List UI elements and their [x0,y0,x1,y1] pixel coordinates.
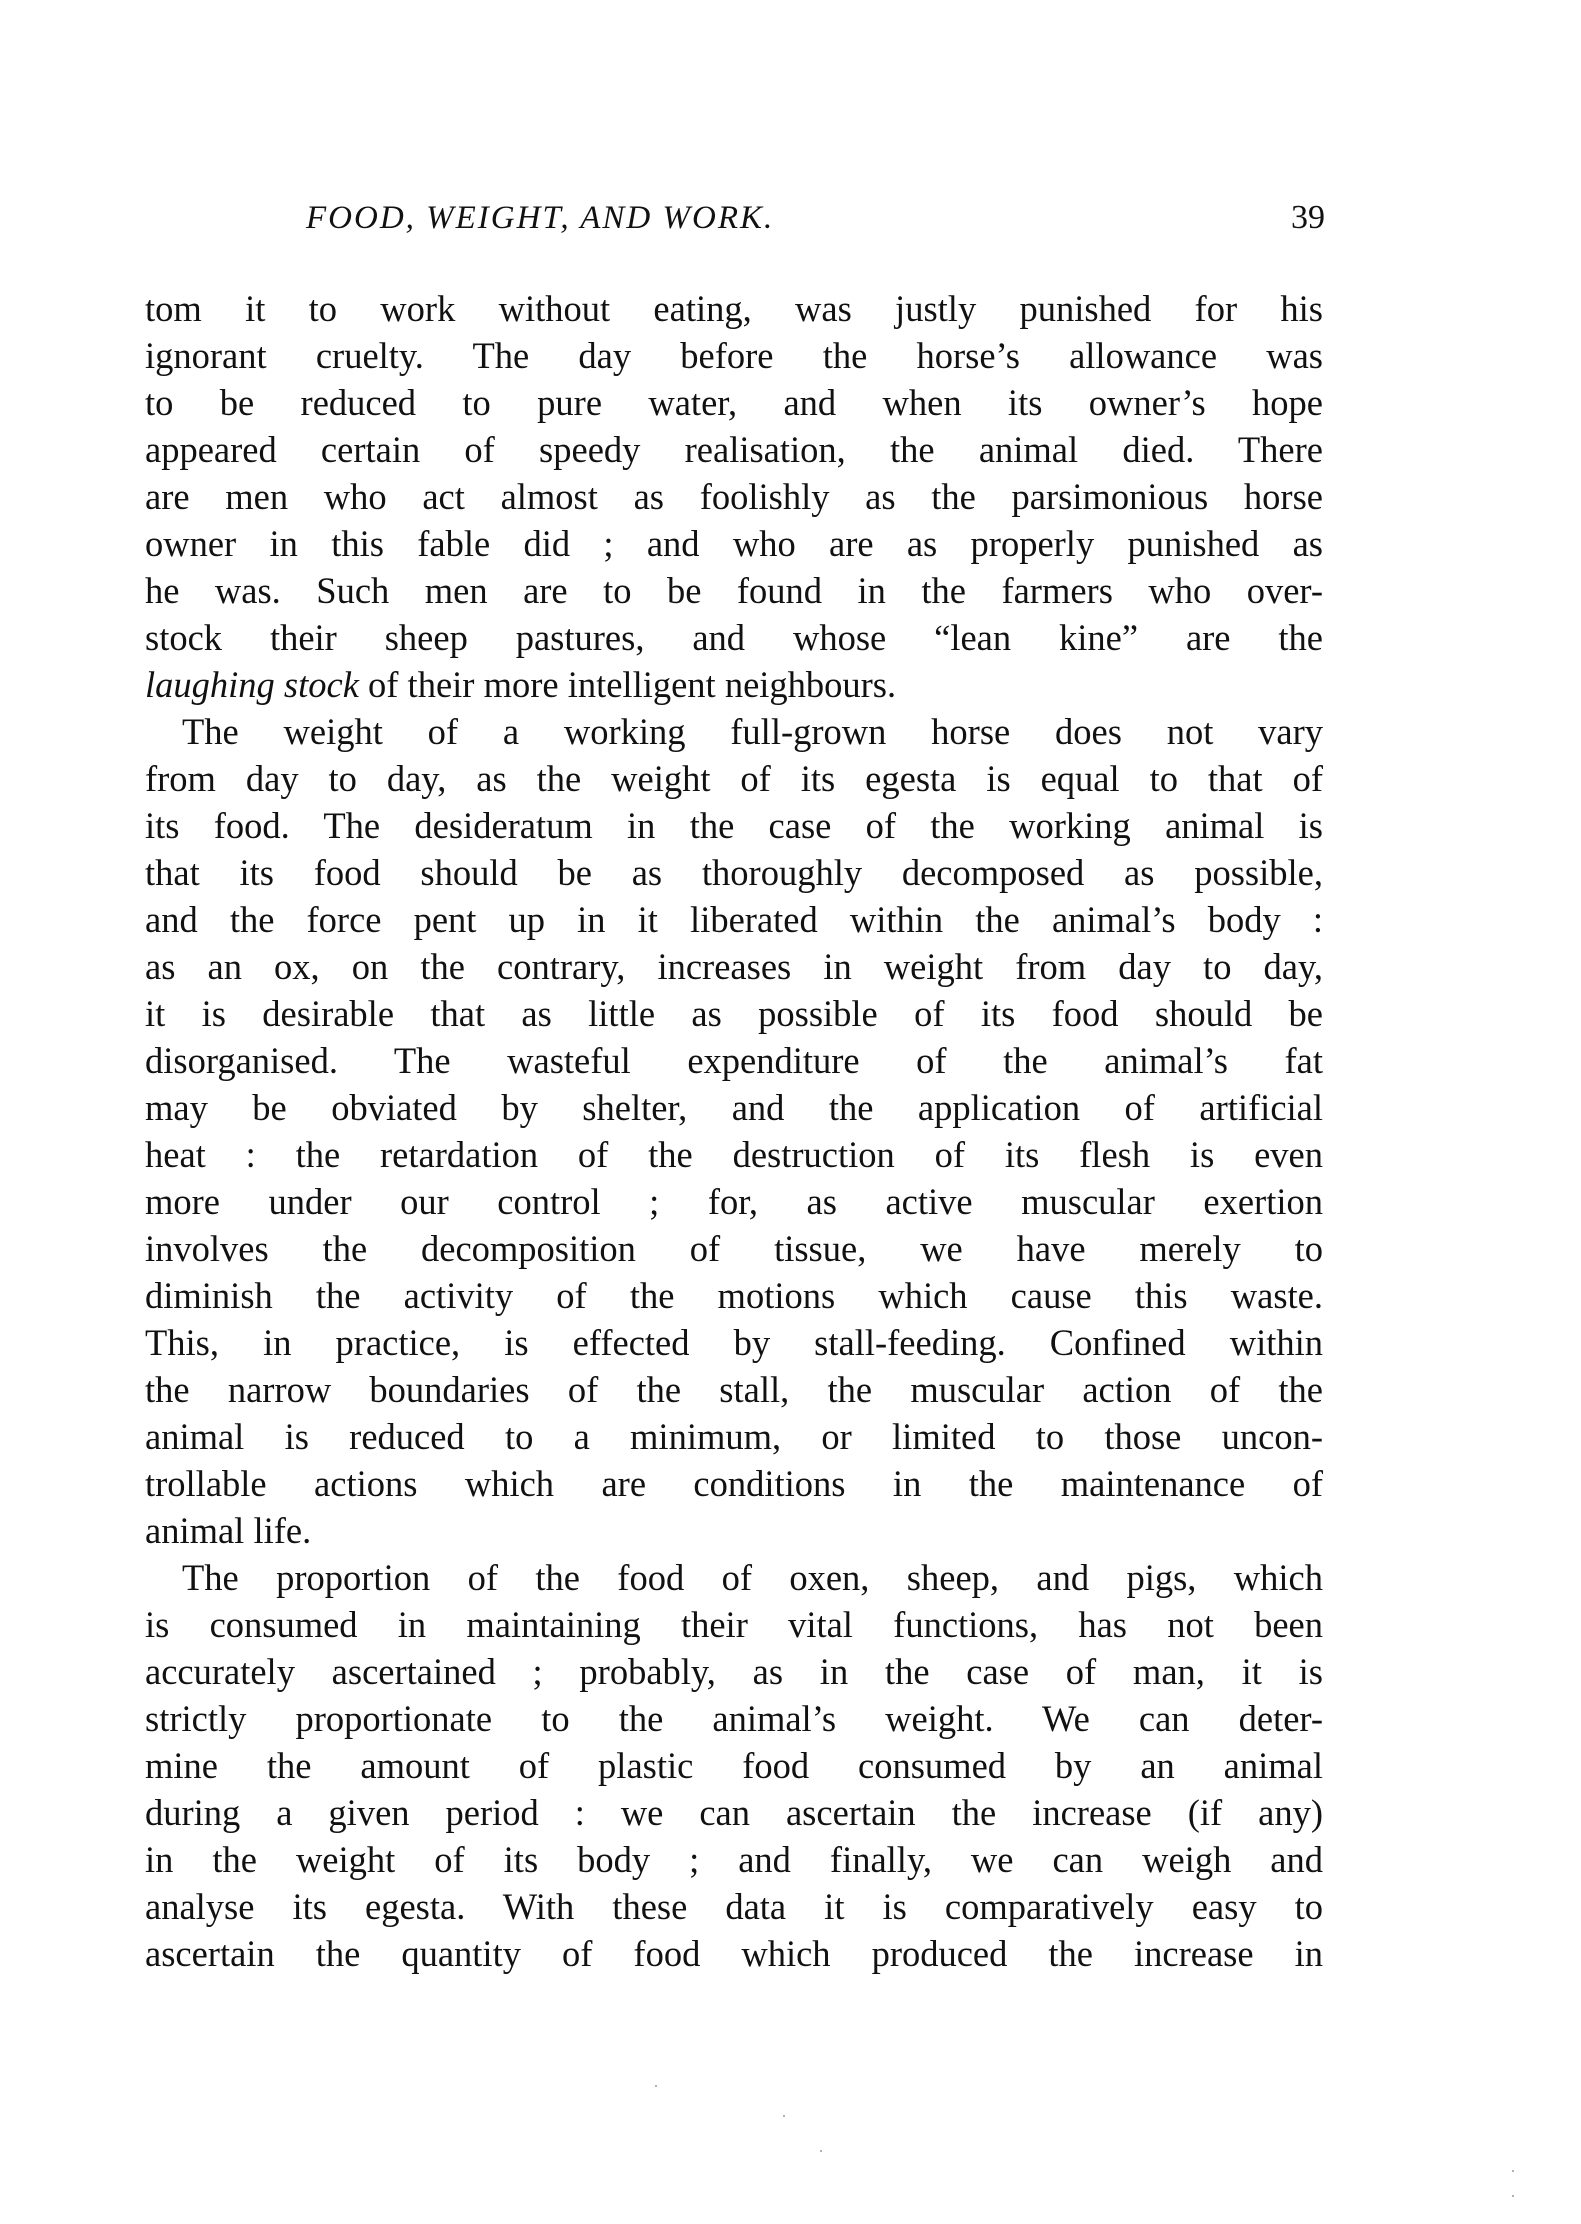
text-line: he was. Such men are to be found in the farmers who over- [145,570,1323,611]
text-line: ascertain the quantity of food which produced the increase in [145,1933,1323,1974]
text-line: mine the amount of plastic food consumed by an animal [145,1745,1323,1786]
text-line: trollable actions which are conditions in the maintenance of [145,1463,1323,1504]
scan-speck [820,2150,822,2152]
text-line: may be obviated by shelter, and the application of artificial [145,1087,1323,1128]
text-line: more under our control ; for, as active muscular exertion [145,1181,1323,1222]
text-line: The weight of a working full-grown horse does not vary [182,711,1323,752]
text-line: appeared certain of speedy realisation, the animal died. There [145,429,1323,470]
text-line: as an ox, on the contrary, increases in weight from day to day, [145,946,1323,987]
text-line: disorganised. The wasteful expenditure of the animal’s fat [145,1040,1323,1081]
running-head [143,193,1325,243]
text-line: involves the decomposition of tissue, we have merely to [145,1228,1323,1269]
text-line: strictly proportionate to the animal’s weight. We can deter- [145,1698,1323,1739]
paragraph-3 [145,1554,1323,1977]
text-run: of their more intelligent neighbours. [358,664,897,705]
text-line: the narrow boundaries of the stall, the muscular action of the [145,1369,1323,1410]
text-line: from day to day, as the weight of its egesta is equal to that of [145,758,1323,799]
paragraph-2 [145,708,1323,1554]
text-line: during a given period : we can ascertain the increase (if any) [145,1792,1323,1833]
text-line: it is desirable that as little as possible of its food should be [145,993,1323,1034]
scan-speck [1512,2195,1514,2197]
text-line: stock their sheep pastures, and whose “lean kine” are the [145,617,1323,658]
text-line: heat : the retardation of the destruction of its flesh is even [145,1134,1323,1175]
text-line: in the weight of its body ; and finally, we can weigh and [145,1839,1323,1880]
scan-speck [783,2115,785,2117]
text-line [145,661,1323,708]
text-line: accurately ascertained ; probably, as in the case of man, it is [145,1651,1323,1692]
text-line: its food. The desideratum in the case of the working animal is [145,805,1323,846]
text-line: The proportion of the food of oxen, sheep, and pigs, which [182,1557,1323,1598]
scan-speck [1512,2170,1514,2172]
italic-phrase: laughing stock [145,664,359,705]
running-title: FOOD, WEIGHT, AND WORK. [306,200,775,236]
text-line: is consumed in maintaining their vital functions, has not been [145,1604,1323,1645]
text-line: ignorant cruelty. The day before the horse’s allowance was [145,335,1323,376]
body-text [145,285,1323,1977]
text-line: tom it to work without eating, was justly punished for his [145,288,1323,329]
text-line: to be reduced to pure water, and when its owner’s hope [145,382,1323,423]
text-line: This, in practice, is effected by stall-feeding. Confined within [145,1322,1323,1363]
text-line: that its food should be as thoroughly decomposed as possible, [145,852,1323,893]
text-line: analyse its egesta. With these data it is comparatively easy to [145,1886,1323,1927]
scan-speck [655,2085,657,2087]
text-line: owner in this fable did ; and who are as properly punished as [145,523,1323,564]
text-line: and the force pent up in it liberated within the animal’s body : [145,899,1323,940]
paragraph-1 [145,285,1323,708]
text-line: are men who act almost as foolishly as the parsimonious horse [145,476,1323,517]
page-number: 39 [1291,199,1325,236]
text-line: diminish the activity of the motions which cause this waste. [145,1275,1323,1316]
text-line: animal is reduced to a minimum, or limited to those uncon- [145,1416,1323,1457]
text-line: animal life. [145,1510,312,1551]
